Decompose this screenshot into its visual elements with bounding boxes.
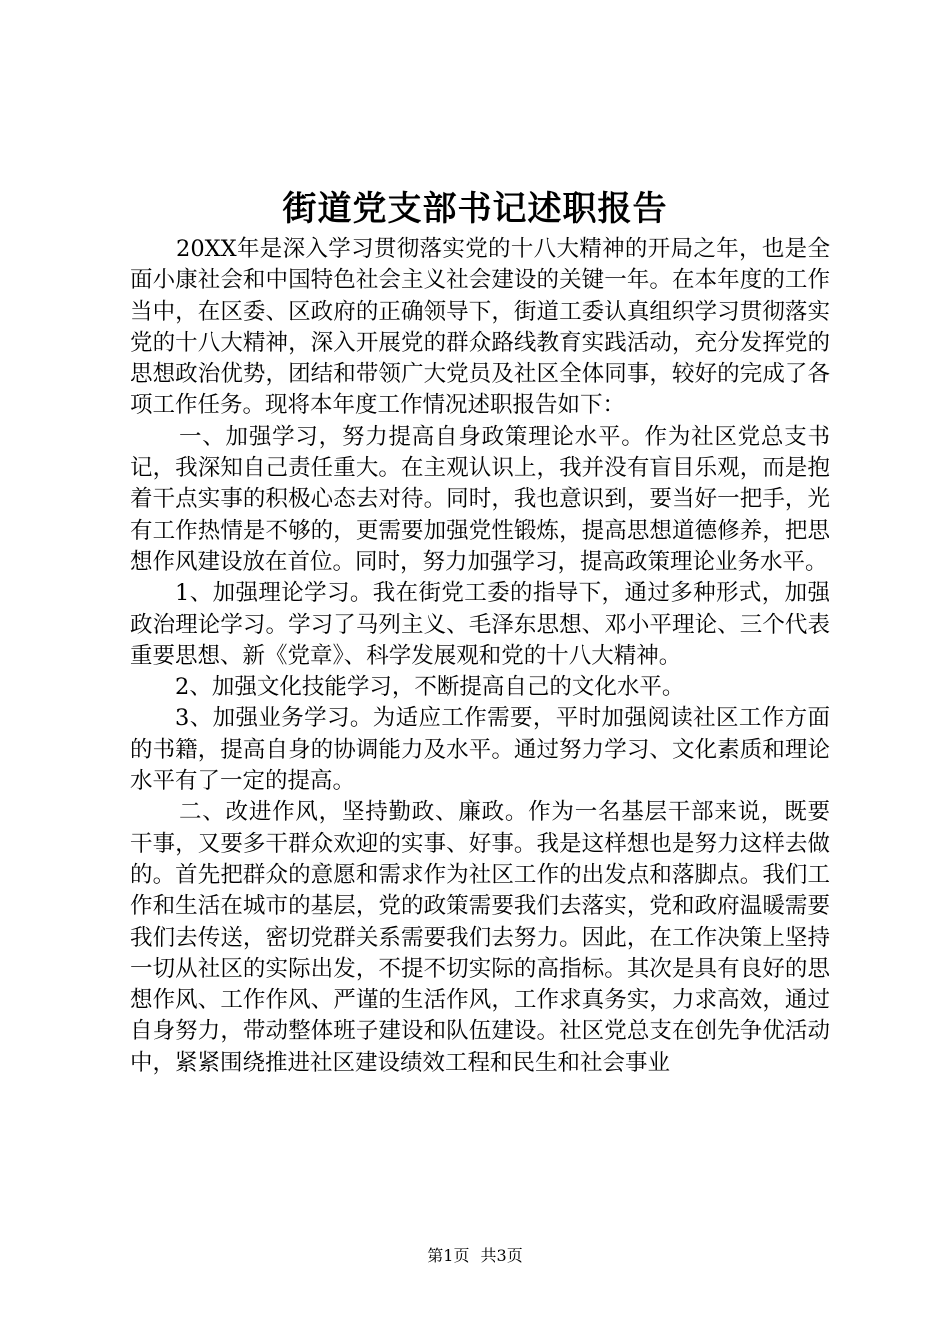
document-body (130, 234, 830, 1079)
document-title: 街道党支部书记述职报告 (282, 189, 668, 229)
paragraph-item-three: 3、加强业务学习。为适应工作需要，平时加强阅读社区工作方面的书籍，提高自身的协调能力及水平。通过努力学习、文化素质和理论水平有了一定的提高。 (130, 705, 830, 795)
page-total: 共3页 (480, 1246, 523, 1265)
paragraph-item-two: 2、加强文化技能学习，不断提高自己的文化水平。 (175, 674, 685, 701)
paragraph-item-one: 1、加强理论学习。我在街党工委的指导下，通过多种形式，加强政治理论学习。学习了马列主义、毛泽东思想、邓小平理论、三个代表重要思想、新《党章》、科学发展观和党的十八大精神。 (130, 580, 830, 669)
paragraph-section-one: 一、加强学习，努力提高自身政策理论水平。作为社区党总支书记，我深知自己责任重大。在主观认识上，我并没有盲目乐观，而是抱着干点实事的积极心态去对待。同时，我也意识到，要当好一把手，光有工作热情是不够的，更需要加强党性锻炼，提高思想道德修养，把思想作风建设放在首位。同时，努力加强学习，提高政策理论业务水平。 (130, 423, 830, 575)
page-number: 第1页 (427, 1246, 470, 1265)
paragraph-intro: 20XX年是深入学习贯彻落实党的十八大精神的开局之年，也是全面小康社会和中国特色社会主义社会建设的关键一年。在本年度的工作当中，在区委、区政府的正确领导下，街道工委认真组织学习贯彻落实党的十八大精神，深入开展党的群众路线教育实践活动，充分发挥党的思想政治优势，团结和带领广大党员及社区全体同事，较好的完成了各项工作任务。现将本年度工作情况述职报告如下： (130, 236, 830, 419)
page-footer (0, 1245, 950, 1267)
paragraph-section-two: 二、改进作风，坚持勤政、廉政。作为一名基层干部来说，既要干事，又要多干群众欢迎的实事、好事。我是这样想也是努力这样去做的。首先把群众的意愿和需求作为社区工作的出发点和落脚点。我们工作和生活在城市的基层，党的政策需要我们去落实，党和政府温暖需要我们去传送，密切党群关系需要我们去努力。因此，在工作决策上坚持一切从社区的实际出发，不提不切实际的高指标。其次是具有良好的思想作风、工作作风、严谨的生活作风，工作求真务实，力求高效，通过自身努力，带动整体班子建设和队伍建设。社区党总支在创先争优活动中，紧紧围绕推进社区建设绩效工程和民生和社会事业 (130, 799, 830, 1076)
